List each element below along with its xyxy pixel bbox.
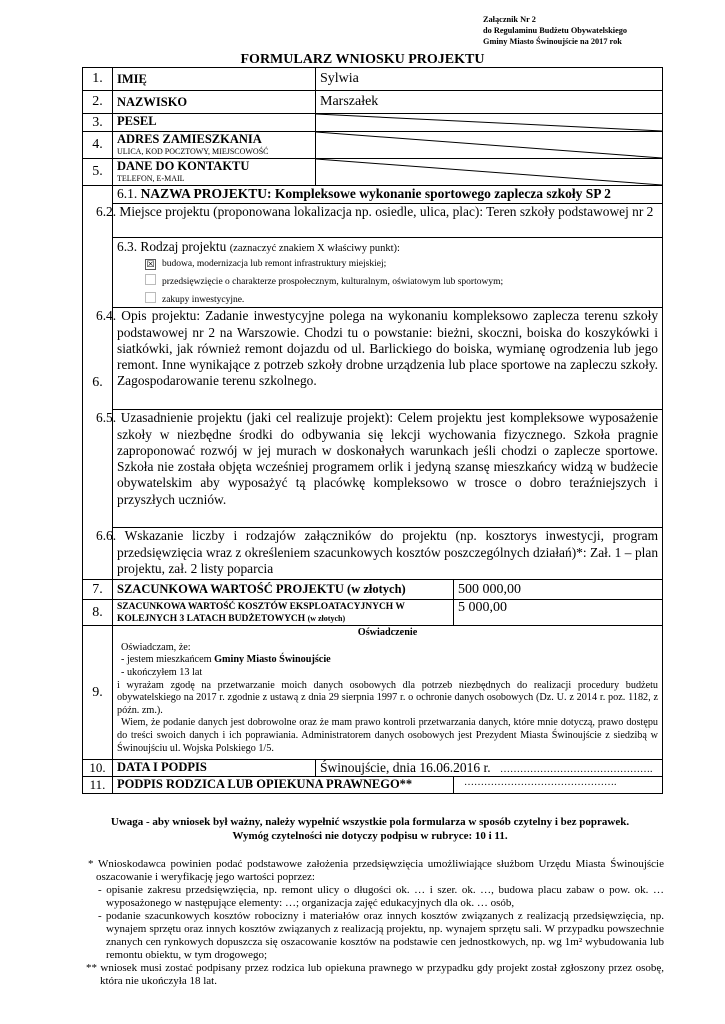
row-guardian-signature bbox=[83, 777, 663, 794]
footnote-double-star: ** wniosek musi zostać podpisany przez rodzica lub opiekuna prawnego w przypadku gdy projekt został zgłoszony przez osobę, która nie ukończyła 18 lat. bbox=[86, 962, 664, 987]
footnote-item: - podanie szacunkowych kosztów robocizny i materiałów oraz innych kosztów związanych z realizacją przedsięwzięcia, np. wynajem sprzętu oraz innych kosztów związanych z realizacją projektu, np. wynajem sprzętu sali. W przypadku powszechnie znanych cen rynkowych dopuszcza się oszacowanie kosztów na podstawie cen jednostkowych, np. wg 1m² wybudowania lub remontu obiektu, w tym drogowego; bbox=[98, 910, 664, 961]
row-first-name bbox=[83, 68, 663, 91]
row-address bbox=[83, 132, 663, 159]
estimated-value-label: SZACUNKOWA WARTOŚĆ PROJEKTU (w złotych) bbox=[113, 580, 454, 600]
project-name-value[interactable]: Kompleksowe wykonanie sportowego zaplecza szkoły SP 2 bbox=[274, 186, 611, 201]
row-project-justification bbox=[83, 410, 663, 528]
row-number: 9. bbox=[83, 626, 113, 760]
guardian-signature-field[interactable] bbox=[454, 777, 663, 794]
bullet-bold: Gminy Miasto Świnoujście bbox=[214, 654, 331, 666]
footnote-single-star: * Wnioskodawca powinien podać podstawowe założenia przedsięwzięcia umożliwiające służbom Urzędu Miasta Świnoujście oszacowanie i weryfikację jego wartości poprzez: bbox=[88, 858, 664, 883]
warning-line: Wymóg czytelności nie dotyczy podpisu w rubryce: 10 i 11. bbox=[232, 830, 508, 842]
row-number: 1. bbox=[83, 68, 113, 91]
declaration-bullet: - ukończyłem 13 lat bbox=[121, 667, 203, 679]
declaration-privacy: Wiem, że podanie danych jest dobrowolne oraz że mam prawo kontroli przetwarzania danych, które mnie dotyczą, prawo dostępu do treści swoich danych i ich poprawiania. Administratorem danych osobowych jest Prezydent Miasta Świnoujście z siedzibą w Świnoujściu ul. Wojska Polskiego 1/5. bbox=[117, 717, 659, 754]
last-name-label: NAZWISKO bbox=[113, 91, 316, 114]
address-field-blanked bbox=[316, 132, 663, 159]
row-last-name bbox=[83, 91, 663, 114]
project-description[interactable]: 6.4. Opis projektu: Zadanie inwestycyjne polega na wykonaniu kompleksowo zaplecza terenu szkoły podstawowej nr 2 na Warszowie. Chodzi tu o powstanie: bieżni, skoczni, boiska do koszykówki i siatkówki, jak również remont dojazdu od ul. Barlickiego do boiska, wymianę ogrodzenia lub jego remont. Inne wynikające z potrzeb szkoły drobne urządzenia lub place sportowe na zapleczu szkoły. Zagospodarowanie terenu szkolnego. bbox=[113, 308, 663, 410]
option-label: budowa, modernizacja lub remont infrastruktury miejskiej; bbox=[162, 259, 387, 270]
project-type-option bbox=[117, 274, 658, 289]
operating-costs-value[interactable]: 5 000,00 bbox=[454, 600, 663, 626]
form-title: FORMULARZ WNIOSKU PROJEKTU bbox=[240, 52, 485, 67]
row-project-attachments bbox=[83, 528, 663, 580]
pesel-label: PESEL bbox=[113, 114, 316, 132]
signature-dots: ………………………………………. bbox=[464, 777, 617, 789]
row-date-signature bbox=[83, 760, 663, 777]
project-name-label: NAZWA PROJEKTU: bbox=[140, 186, 275, 201]
pesel-field-blanked bbox=[316, 114, 663, 132]
row-number: 5. bbox=[83, 159, 113, 186]
row-project-name bbox=[83, 186, 663, 204]
option-label: przedsięwzięcie o charakterze prospołecznym, kulturalnym, oświatowym lub sportowym; bbox=[162, 277, 504, 288]
project-name-prefix: 6.1. bbox=[117, 186, 141, 201]
operating-costs-unit: (w złotych) bbox=[307, 614, 346, 624]
row-number: 6. bbox=[83, 186, 113, 580]
contact-field-blanked bbox=[316, 159, 663, 186]
first-name-value[interactable]: Sylwia bbox=[316, 68, 663, 91]
operating-costs-label-text: SZACUNKOWA WARTOŚĆ KOSZTÓW EKSPLOATACYJNYCH W KOLEJNYCH 3 LATACH BUDŻETOWYCH bbox=[117, 602, 405, 625]
address-label-text: ADRES ZAMIESZKANIA bbox=[117, 132, 262, 146]
address-label bbox=[113, 132, 316, 159]
row-declaration bbox=[83, 626, 663, 760]
bullet-text: - jestem mieszkańcem bbox=[121, 654, 215, 666]
guardian-signature-label: PODPIS RODZICA LUB OPIEKUNA PRAWNEGO** bbox=[113, 777, 454, 794]
declaration bbox=[113, 626, 663, 760]
empty-box-icon[interactable] bbox=[145, 292, 156, 303]
signature-dots: ………………………………………. bbox=[500, 764, 653, 776]
attachment-line: Gminy Miasto Świnoujście na 2017 rok bbox=[483, 37, 622, 46]
row-number: 10. bbox=[83, 760, 113, 777]
declaration-bullet bbox=[117, 654, 658, 667]
option-label: zakupy inwestycyjne. bbox=[162, 295, 245, 306]
project-type-heading bbox=[117, 238, 658, 257]
row-pesel bbox=[83, 114, 663, 132]
estimated-value[interactable]: 500 000,00 bbox=[454, 580, 663, 600]
project-type-label: 6.3. Rodzaj projektu bbox=[117, 239, 230, 254]
checked-box-icon[interactable]: ☒ bbox=[146, 259, 155, 270]
contact-sublabel: TELEFON, E-MAIL bbox=[117, 174, 185, 183]
row-contact bbox=[83, 159, 663, 186]
row-estimated-value bbox=[83, 580, 663, 600]
attachment-line: do Regulaminu Budżetu Obywatelskiego bbox=[483, 26, 628, 35]
project-justification[interactable]: 6.5. Uzasadnienie projektu (jaki cel realizuje projekt): Celem projektu jest kompleksowe wyposażenie szkoły w niezbędne środki do odbywania się lekcji wychowania fizycznego. Szkoła pragnie zaproponować rozwój w jej murach w doskonałych warunkach jeśli chodzi o zaplecze sportowe. Szkoła nie została objęta wcześniej programem orlik i jedyną szansę mieszkańcy widzą w budżecie obywatelskim aby wyposażyć tą placówkę kompleksowo w trosce o dobro teraźniejszych i przyszłych uczniów. bbox=[113, 410, 663, 528]
date-signature-label: DATA I PODPIS bbox=[113, 760, 316, 777]
project-name bbox=[113, 186, 663, 204]
attachment-line: Załącznik Nr 2 bbox=[483, 15, 536, 24]
project-type-hint: (zaznaczyć znakiem X właściwy punkt): bbox=[229, 243, 400, 254]
project-type-option bbox=[117, 257, 658, 271]
application-form-table bbox=[82, 67, 663, 794]
row-project-location bbox=[83, 204, 663, 238]
last-name-value[interactable]: Marszałek bbox=[316, 91, 663, 114]
project-location[interactable]: 6.2. Miejsce projektu (proponowana lokalizacja np. osiedle, ulica, plac): Teren szkoły podstawowej nr 2 bbox=[113, 204, 663, 238]
date-signature-field[interactable] bbox=[316, 760, 663, 777]
address-sublabel: ULICA, KOD POCZTOWY, MIEJSCOWOŚĆ bbox=[117, 147, 269, 156]
row-number: 11. bbox=[83, 777, 113, 794]
contact-label-text: DANE DO KONTAKTU bbox=[117, 159, 250, 173]
attachment-note bbox=[483, 14, 627, 47]
operating-costs-label bbox=[113, 600, 454, 626]
declaration-consent: i wyrażam zgodę na przetwarzanie moich danych osobowych dla potrzeb niezbędnych do realizacji procedury budżetu obywatelskiego na 2017 r. zgodnie z ustawą z dnia 29 sierpnia 1997 r. o ochronie danych osobowych (Dz. U. z 2014 r. poz. 1182, z późn. zm.). bbox=[117, 679, 659, 716]
date-signature-value: Świnoujście, dnia 16.06.2016 r. bbox=[320, 760, 491, 776]
declaration-intro: Oświadczam, że: bbox=[121, 641, 191, 653]
project-type bbox=[113, 238, 663, 308]
footnote-item: - opisanie zakresu przedsięwzięcia, np. remont ulicy o długości ok. … i szer. ok. …, budowa placu zabaw o pow. ok. … wyposażonego w następujące elementy: …; organizacja zajęć edukacyjnych dla ok. … osób, bbox=[98, 884, 664, 909]
empty-box-icon[interactable] bbox=[145, 274, 156, 285]
row-number: 7. bbox=[83, 580, 113, 600]
row-project-type bbox=[83, 238, 663, 308]
row-number: 4. bbox=[83, 132, 113, 159]
project-attachments[interactable]: 6.6. Wskazanie liczby i rodzajów załączników do projektu (np. kosztorys inwestycji, program przedsięwzięcia wraz z określeniem szacunkowych kosztów poszczególnych działań)*: Zał. 1 – plan projektu, zał. 2 listy poparcia bbox=[113, 528, 663, 580]
row-operating-costs bbox=[83, 600, 663, 626]
validity-warning bbox=[70, 815, 670, 843]
row-number: 8. bbox=[83, 600, 113, 626]
row-number: 3. bbox=[83, 114, 113, 132]
declaration-heading: Oświadczenie bbox=[357, 627, 418, 639]
contact-label bbox=[113, 159, 316, 186]
row-number: 2. bbox=[83, 91, 113, 114]
first-name-label: IMIĘ bbox=[113, 68, 316, 91]
footnotes bbox=[88, 858, 664, 988]
warning-line: Uwaga - aby wniosek był ważny, należy wypełnić wszystkie pola formularza w sposób czytelny i bez poprawek. bbox=[110, 816, 630, 828]
row-project-description bbox=[83, 308, 663, 410]
project-type-option bbox=[117, 292, 658, 307]
